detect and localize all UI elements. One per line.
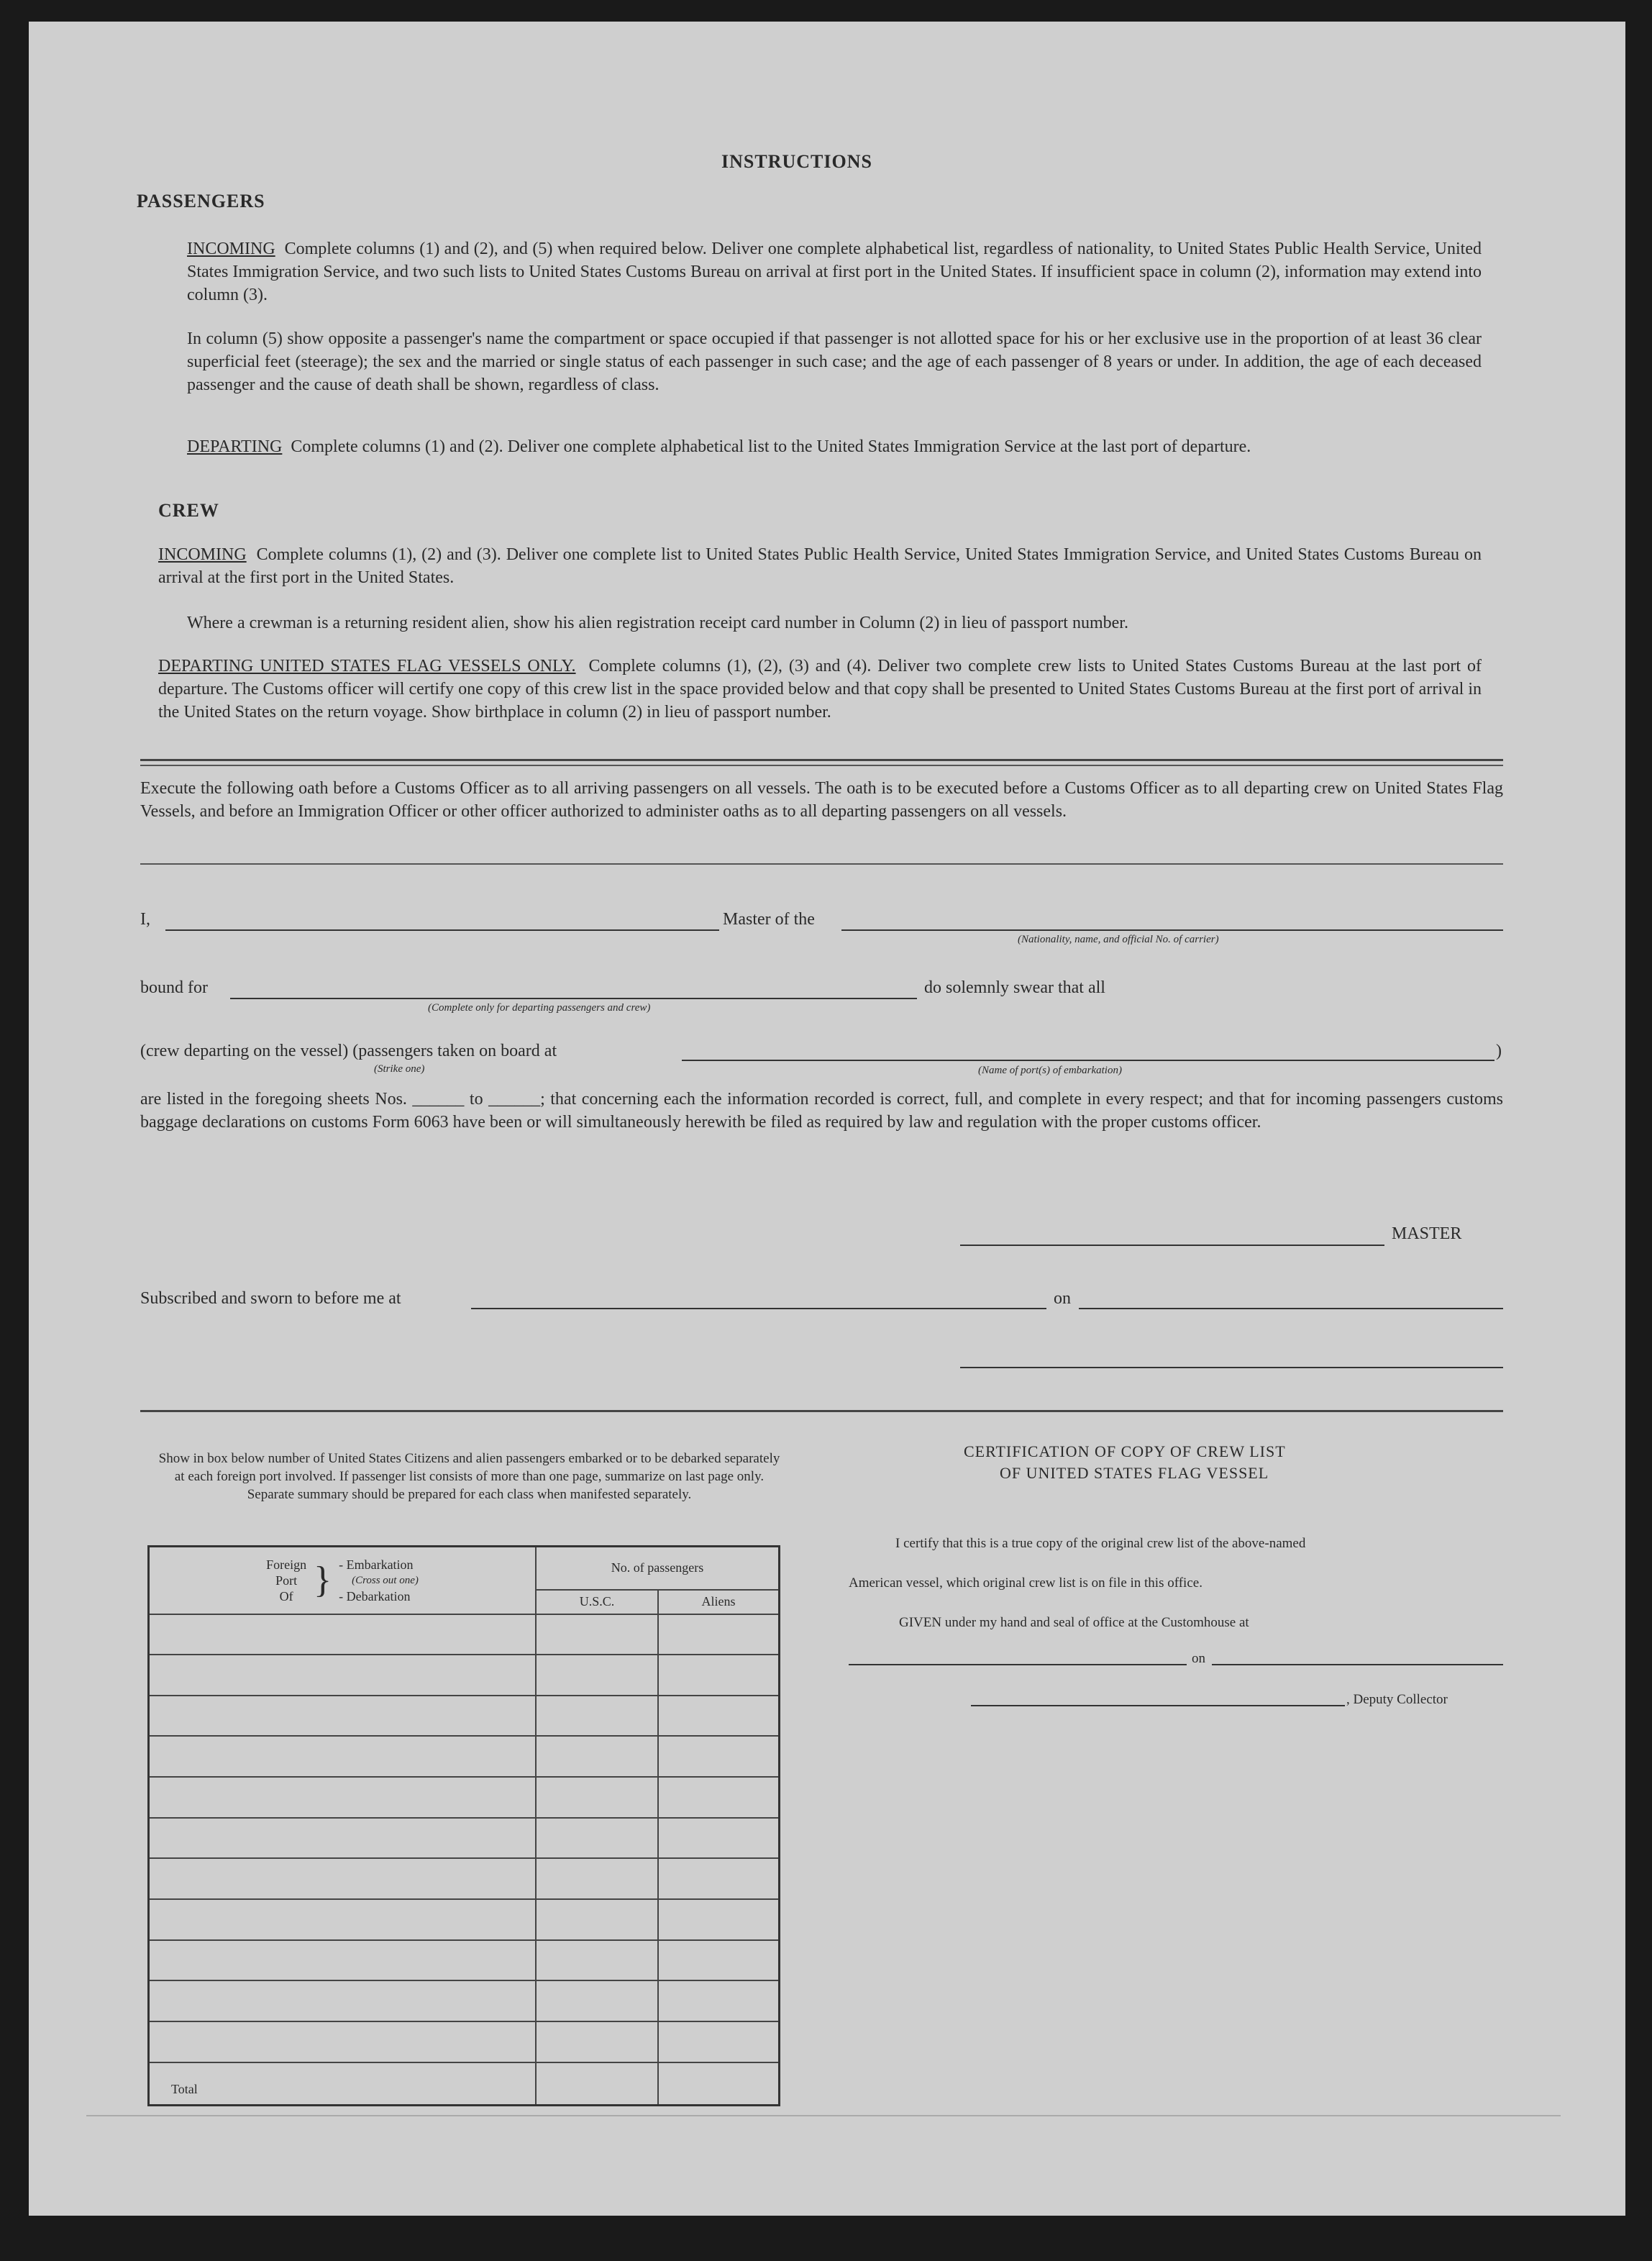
foreign-label: Foreign [266, 1557, 307, 1572]
table-row [149, 1696, 780, 1737]
crew-incoming-label: INCOMING [158, 545, 247, 564]
crew-departing-paragraph [158, 655, 1482, 724]
passengers-departing-label: DEPARTING [187, 437, 283, 456]
crew-resident-text: Where a crewman is a returning resident alien, show his alien registration receipt card number in Column (2) in lieu of passport number. [187, 614, 1128, 632]
master-label: MASTER [1392, 1224, 1462, 1243]
aliens-header: Aliens [658, 1590, 780, 1614]
master-of-label: Master of the [723, 910, 815, 929]
port-embarkation-field[interactable] [682, 1060, 1494, 1061]
passengers-incoming-label: INCOMING [187, 240, 275, 258]
crew-departing-oath-label: (crew departing on the vessel) (passengers taken on board at [140, 1042, 557, 1060]
close-paren: ) [1496, 1042, 1502, 1060]
lower-divider [140, 1410, 1503, 1412]
crew-departing-text: Complete columns (1), (2), (3) and (4). Deliver two complete crew lists to United States Customs Bureau at the last port of departure. The Customs officer will certify one copy of this crew list in the space provided below and that copy shall be presented to United States Customs Bureau at the first port of arrival in the United States on the return voyage. Show birthplace in column (2) in lieu of passport number. [158, 657, 1482, 722]
deputy-collector-label: , Deputy Collector [1346, 1692, 1448, 1707]
column5-text: In column (5) show opposite a passenger's name the compartment or space occupied if that passenger is not allotted space for his or her exclusive use in the proportion of at least 36 clear superficial feet (steerage); the sex and the married or single status of each passenger in such case; and the age of each passenger of 8 years or under. In addition, the age of each deceased passenger and the cause of death shall be shown, regardless of class. [187, 329, 1482, 394]
bound-for-label: bound for [140, 978, 208, 997]
table-row [149, 1940, 780, 1981]
port-caption: (Name of port(s) of embarkation) [978, 1065, 1122, 1076]
table-row [149, 1980, 780, 2021]
page-title: INSTRUCTIONS [721, 151, 872, 172]
port-label: Port [275, 1573, 298, 1588]
bleed-through-text [1251, 79, 1256, 98]
carrier-caption: (Nationality, name, and official No. of carrier) [1018, 934, 1219, 945]
section-divider [140, 759, 1503, 761]
passengers-incoming-text: Complete columns (1) and (2), and (5) when required below. Deliver one complete alphabetical list, regardless of nationality, to United States Public Health Service, United States Immigration Service, and two such lists to United States Customs Bureau on arrival at first port in the United States. If insufficient space in column (2), information may extend into column (3). [187, 240, 1482, 304]
debarkation-label: - Debarkation [339, 1588, 411, 1603]
subscribed-date-field[interactable] [1079, 1308, 1503, 1309]
strike-caption: (Strike one) [374, 1063, 425, 1075]
cross-out-label: (Cross out one) [352, 1574, 419, 1586]
swear-label: do solemnly swear that all [924, 978, 1105, 997]
table-row [149, 1736, 780, 1777]
given-text: GIVEN under my hand and seal of office at the Customhouse at [899, 1615, 1249, 1630]
passenger-summary-table [147, 1545, 780, 2106]
total-label: Total [149, 2062, 537, 2106]
subscribed-on-label: on [1054, 1289, 1071, 1308]
passengers-departing-paragraph [187, 435, 1482, 458]
crew-resident-paragraph [187, 611, 1482, 634]
table-row [149, 2021, 780, 2062]
column5-paragraph [187, 327, 1482, 396]
bottom-faint-rule [86, 2115, 1561, 2116]
passengers-incoming-paragraph [187, 237, 1482, 306]
usc-header: U.S.C. [536, 1590, 658, 1614]
bound-for-field[interactable] [230, 998, 917, 999]
no-of-passengers-header: No. of passengers [536, 1547, 780, 1590]
deputy-signature-field[interactable] [971, 1705, 1345, 1706]
crew-heading: CREW [158, 500, 219, 521]
crew-departing-label: DEPARTING UNITED STATES FLAG VESSELS ONLY. [158, 657, 576, 675]
table-row [149, 1858, 780, 1899]
oath-i-label: I, [140, 910, 150, 929]
port-header-cell [149, 1547, 537, 1614]
table-row [149, 1777, 780, 1818]
crew-incoming-paragraph [158, 543, 1482, 589]
embarkation-label: - Embarkation [339, 1557, 414, 1572]
passengers-departing-text: Complete columns (1) and (2). Deliver one complete alphabetical list to the United States Immigration Service at the last port of departure. [291, 437, 1251, 456]
table-row [149, 1818, 780, 1859]
officer-signature-field[interactable] [960, 1367, 1503, 1368]
document-page [29, 22, 1625, 2216]
american-vessel-text: American vessel, which original crew list is on file in this office. [849, 1575, 1203, 1591]
table-row [149, 1614, 780, 1655]
certification-heading-2: OF UNITED STATES FLAG VESSEL [1000, 1464, 1269, 1482]
carrier-field[interactable] [841, 929, 1503, 931]
master-name-field[interactable] [165, 929, 719, 931]
subscribed-place-field[interactable] [471, 1308, 1046, 1309]
oath-divider [140, 863, 1503, 865]
bound-caption: (Complete only for departing passengers and crew) [428, 1002, 651, 1014]
customhouse-field[interactable] [849, 1664, 1187, 1665]
oath-intro: Execute the following oath before a Customs Officer as to all arriving passengers on all vessels. The oath is to be executed before a Customs Officer as to all departing crew on United States Flag Vessels, and before an Immigration Officer or other officer authorized to administer oaths as to all departing passengers on all vessels. [140, 779, 1503, 821]
total-row [149, 2062, 780, 2106]
certification-date-field[interactable] [1212, 1664, 1503, 1665]
table-row [149, 1655, 780, 1696]
table-row [149, 1899, 780, 1940]
summary-instructions: Show in box below number of United States Citizens and alien passengers embarked or to be debarked separately at each foreign port involved. If passenger list consists of more than one page, summarize on last page only. Separate summary should be prepared for each class when manifested separately. [158, 1451, 780, 1502]
section-divider-double [140, 765, 1503, 766]
certification-heading-1: CERTIFICATION OF COPY OF CREW LIST [964, 1442, 1286, 1460]
of-label: Of [279, 1588, 293, 1603]
listed-paragraph: are listed in the foregoing sheets Nos. ______ to ______; that concerning each the information recorded is correct, full, and complete in every respect; and that for incoming passengers customs baggage declarations on customs Form 6063 have been or will simultaneously herewith be filed as required by law and regulation with the proper customs officer. [140, 1090, 1503, 1132]
subscribed-label: Subscribed and sworn to before me at [140, 1289, 401, 1308]
crew-incoming-text: Complete columns (1), (2) and (3). Deliver one complete list to United States Public Health Service, United States Immigration Service, and United States Customs Bureau on arrival at the first port in the United States. [158, 545, 1482, 587]
certification-on-label: on [1192, 1651, 1205, 1666]
brace-icon: } [314, 1559, 332, 1601]
master-signature-field[interactable] [960, 1245, 1384, 1246]
passengers-heading: PASSENGERS [137, 191, 265, 211]
certify-text: I certify that this is a true copy of the original crew list of the above-named [895, 1536, 1306, 1551]
